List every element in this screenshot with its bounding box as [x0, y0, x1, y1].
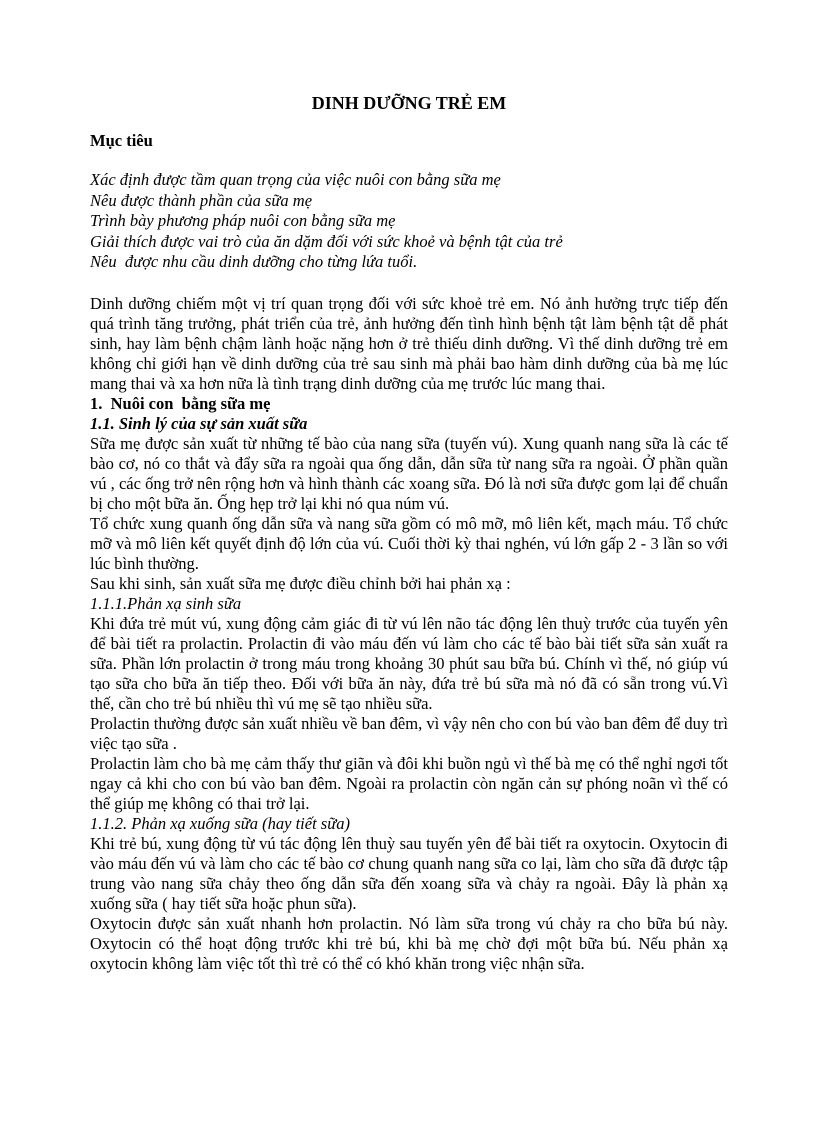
breast-tissue-paragraph: Tổ chức xung quanh ống dẫn sữa và nang sữa gồm có mô mỡ, mô liên kết, mạch máu. Tổ chức mỡ và mô liên kết quyết định độ lớn của vú. Cuối thời kỳ thai nghén, vú lớn gấp 2 - 3 lần so với lúc bình thường.	[90, 513, 728, 573]
objective-item: Xác định được tầm quan trọng của việc nuôi con bằng sữa mẹ	[90, 170, 501, 189]
prolactin-paragraph-1: Khi đứa trẻ mút vú, xung động cảm giác đi từ vú lên não tác động lên thuỳ trước của tuyến yên để bài tiết ra prolactin. Prolactin đi vào máu đến vú làm cho các tế bào bài tiết sữa sản xuất ra sữa. Phần lớn prolactin ở trong máu trong khoảng 30 phút sau bữa bú. Chính vì thế, nó giúp vú tạo sữa cho bữa ăn tiếp theo. Đối với bữa ăn này, đứa trẻ bú sữa mà nó đã có sẵn trong vú.Vì thế, cần cho trẻ bú nhiều thì vú mẹ sẽ tạo nhiều sữa.	[90, 613, 728, 713]
objectives-heading: Mục tiêu	[90, 131, 153, 150]
page-title: DINH DƯỠNG TRẺ EM	[311, 93, 507, 113]
two-reflexes-paragraph: Sau khi sinh, sản xuất sữa mẹ được điều chỉnh bởi hai phản xạ :	[90, 573, 511, 593]
objective-item: Nêu được nhu cầu dinh dưỡng cho từng lứa tuổi.	[90, 252, 418, 272]
objective-item: Nêu được thành phần của sữa mẹ	[90, 190, 313, 210]
prolactin-paragraph-2: Prolactin thường được sản xuất nhiều về ban đêm, vì vậy nên cho con bú vào ban đêm để duy trì việc tạo sữa .	[90, 713, 728, 753]
section-1-1-heading: 1.1. Sinh lý của sự sản xuất sữa	[90, 413, 308, 433]
prolactin-paragraph-3: Prolactin làm cho bà mẹ cảm thấy thư giãn và đôi khi buồn ngủ vì thế bà mẹ có thể nghỉ ngơi tốt ngay cả khi cho con bú vào ban đêm. Ngoài ra prolactin còn ngăn cản sự phóng noãn vì thế có thể giúp mẹ không có thai trở lại.	[90, 753, 728, 813]
oxytocin-paragraph-2: Oxytocin được sản xuất nhanh hơn prolactin. Nó làm sữa trong vú chảy ra cho bữa bú này. Oxytocin có thể hoạt động trước khi trẻ bú, khi bà mẹ chờ đợi một bữa bú. Nếu phản xạ oxytocin không làm việc tốt thì trẻ có thể có khó khăn trong việc nhận sữa.	[90, 913, 728, 973]
milk-production-paragraph: Sữa mẹ được sản xuất từ những tế bào của nang sữa (tuyến vú). Xung quanh nang sữa là các tế bào cơ, nó co thắt và đẩy sữa ra ngoài qua ống dẫn, dẫn sữa từ nang sữa ra ngoài. Ở phần quần vú , các ống trở nên rộng hơn và hình thành các xoang sữa. Đó là nơi sữa được gom lại để chuẩn bị cho một bữa ăn. Ống hẹp trở lại khi nó qua núm vú.	[90, 433, 728, 513]
section-1-1-1-heading: 1.1.1.Phản xạ sinh sữa	[90, 593, 242, 613]
objective-item: Trình bày phương pháp nuôi con bằng sữa mẹ	[90, 211, 396, 231]
intro-paragraph: Dinh dưỡng chiếm một vị trí quan trọng đối với sức khoẻ trẻ em. Nó ảnh hưởng trực tiếp đến quá trình tăng trưởng, phát triển của trẻ, ảnh hưởng đến tình hình bệnh tật làm bệnh tật dễ phát sinh, hay làm bệnh chậm lành hoặc nặng hơn ở trẻ thiếu dinh dưỡng. Vì thế dinh dưỡng trẻ em không chỉ giới hạn về dinh dưỡng của trẻ sau sinh mà phải bao hàm dinh dưỡng của bà mẹ lúc mang thai và xa hơn nữa là tình trạng dinh dưỡng của mẹ trước lúc mang thai.	[90, 293, 728, 393]
oxytocin-paragraph-1: Khi trẻ bú, xung động từ vú tác động lên thuỳ sau tuyến yên để bài tiết ra oxytocin. Oxytocin đi vào máu đến vú và làm cho các tế bào cơ chung quanh nang sữa co lại, làm cho sữa đã được tập trung vào nang sữa chảy theo ống dẫn sữa đến xoang sữa và chảy ra ngoài. Đây là phản xạ xuống sữa ( hay tiết sữa hoặc phun sữa).	[90, 833, 728, 913]
section-1-heading: 1. Nuôi con bằng sữa mẹ	[90, 393, 271, 413]
section-1-1-2-heading: 1.1.2. Phản xạ xuống sữa (hay tiết sữa)	[90, 813, 350, 833]
objectives-list	[90, 170, 728, 273]
objective-item: Giải thích được vai trò của ăn dặm đối với sức khoẻ và bệnh tật của trẻ	[90, 231, 563, 251]
